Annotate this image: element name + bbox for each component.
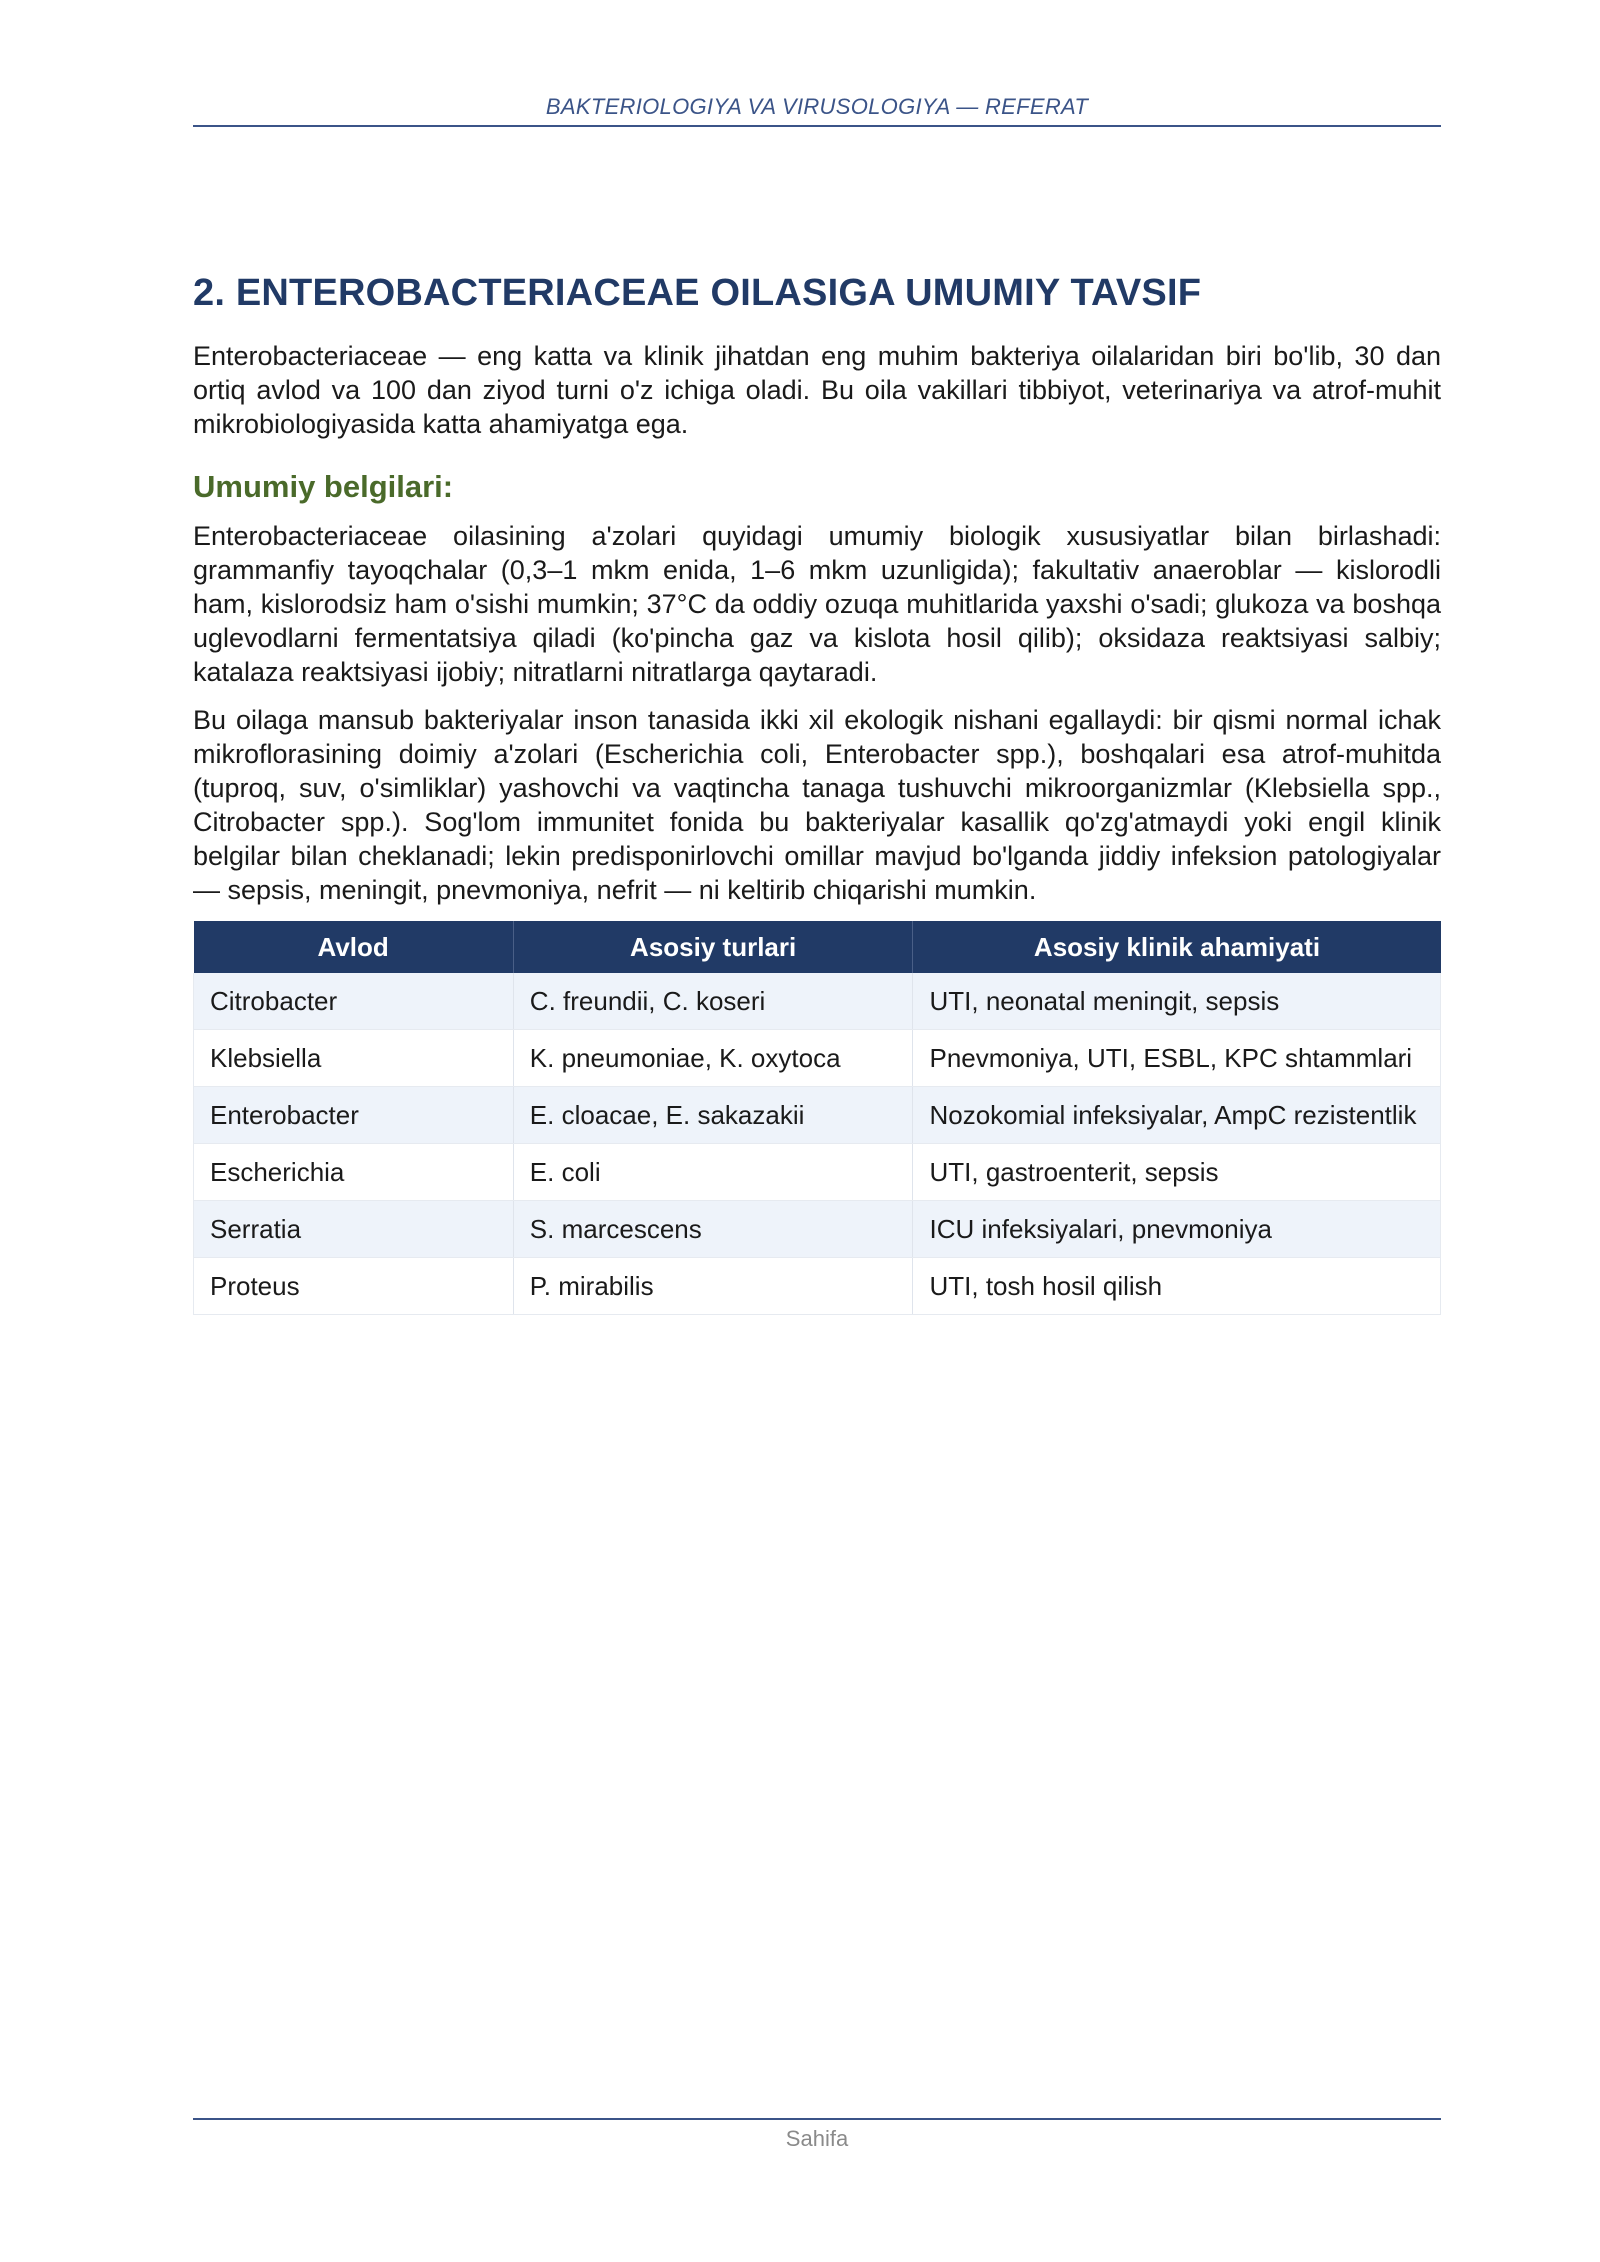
column-header-species: Asosiy turlari: [513, 921, 913, 973]
genus-cell: Klebsiella: [194, 1030, 514, 1087]
section-content: [193, 272, 1441, 1315]
clinical-cell: UTI, tosh hosil qilish: [913, 1258, 1441, 1315]
running-header: BAKTERIOLOGIYA VA VIRUSOLOGIYA — REFERAT: [545, 94, 1089, 119]
clinical-cell: ICU infeksiyalari, pnevmoniya: [913, 1201, 1441, 1258]
general-features-heading: Umumiy belgilari:: [193, 469, 454, 504]
genera-table: [193, 921, 1441, 1315]
column-header-clinical: Asosiy klinik ahamiyati: [913, 921, 1441, 973]
table-row: [194, 1258, 1441, 1315]
clinical-cell: UTI, gastroenterit, sepsis: [913, 1144, 1441, 1201]
table-row: [194, 1087, 1441, 1144]
species-cell: E. coli: [513, 1144, 913, 1201]
table-row: [194, 1201, 1441, 1258]
intro-paragraph: Enterobacteriaceae — eng katta va klinik jihatdan eng muhim bakteriya oilalaridan biri bo'lib, 30 dan ortiq avlod va 100 dan ziyod turni o'z ichiga oladi. Bu oila vakillari tibbiyot, veterinariya va atrof-muhit mikrobiologiyasida katta ahamiyatga ega.: [193, 341, 1441, 439]
table-row: [194, 1144, 1441, 1201]
clinical-cell: Pnevmoniya, UTI, ESBL, KPC shtammlari: [913, 1030, 1441, 1087]
features-paragraph: Enterobacteriaceae oilasining a'zolari quyidagi umumiy biologik xususiyatlar bilan birlashadi: grammanfiy tayoqchalar (0,3–1 mkm enida, 1–6 mkm uzunligida); fakultativ anaeroblar — kislorodli ham, kislorodsiz ham o'sishi mumkin; 37°C da oddiy ozuqa muhitlarida yaxshi o'sadi; glukoza va boshqa uglevodlarni fermentatsiya qiladi (ko'pincha gaz va kislota hosil qilib); oksidaza reaktsiyasi salbiy; katalaza reaktsiyasi ijobiy; nitratlarni nitratlarga qaytaradi.: [193, 521, 1441, 687]
clinical-cell: Nozokomial infeksiyalar, AmpC rezistentlik: [913, 1087, 1441, 1144]
page-footer-label: Sahifa: [785, 2126, 849, 2151]
table-row: [194, 1030, 1441, 1087]
clinical-cell: UTI, neonatal meningit, sepsis: [913, 973, 1441, 1030]
species-cell: C. freundii, C. koseri: [513, 973, 913, 1030]
table-header-row: [194, 921, 1441, 973]
genus-cell: Escherichia: [194, 1144, 514, 1201]
genus-cell: Enterobacter: [194, 1087, 514, 1144]
footer-divider: [193, 2118, 1441, 2120]
column-header-genus: Avlod: [194, 921, 514, 973]
genus-cell: Proteus: [194, 1258, 514, 1315]
ecology-paragraph: Bu oilaga mansub bakteriyalar inson tanasida ikki xil ekologik nishani egallaydi: bir qismi normal ichak mikroflorasining doimiy a'zolari (Escherichia coli, Enterobacter spp.), boshqalari esa atrof-muhitda (tuproq, suv, o'simliklar) yashovchi va vaqtincha tanaga tushuvchi mikroorganizmlar (Klebsiella spp., Citrobacter spp.). Sog'lom immunitet fonida bu bakteriyalar kasallik qo'zg'atmaydi yoki engil klinik belgilar bilan cheklanadi; lekin predisponirlovchi omillar mavjud bo'lganda jiddiy infeksion patologiyalar — sepsis, meningit, pnevmoniya, nefrit — ni keltirib chiqarishi mumkin.: [193, 705, 1441, 905]
header-divider: [193, 125, 1441, 127]
species-cell: E. cloacae, E. sakazakii: [513, 1087, 913, 1144]
species-cell: P. mirabilis: [513, 1258, 913, 1315]
genus-cell: Citrobacter: [194, 973, 514, 1030]
section-title: 2. ENTEROBACTERIACEAE OILASIGA UMUMIY TAVSIF: [193, 272, 1202, 314]
species-cell: S. marcescens: [513, 1201, 913, 1258]
table-row: [194, 973, 1441, 1030]
genus-cell: Serratia: [194, 1201, 514, 1258]
species-cell: K. pneumoniae, K. oxytoca: [513, 1030, 913, 1087]
